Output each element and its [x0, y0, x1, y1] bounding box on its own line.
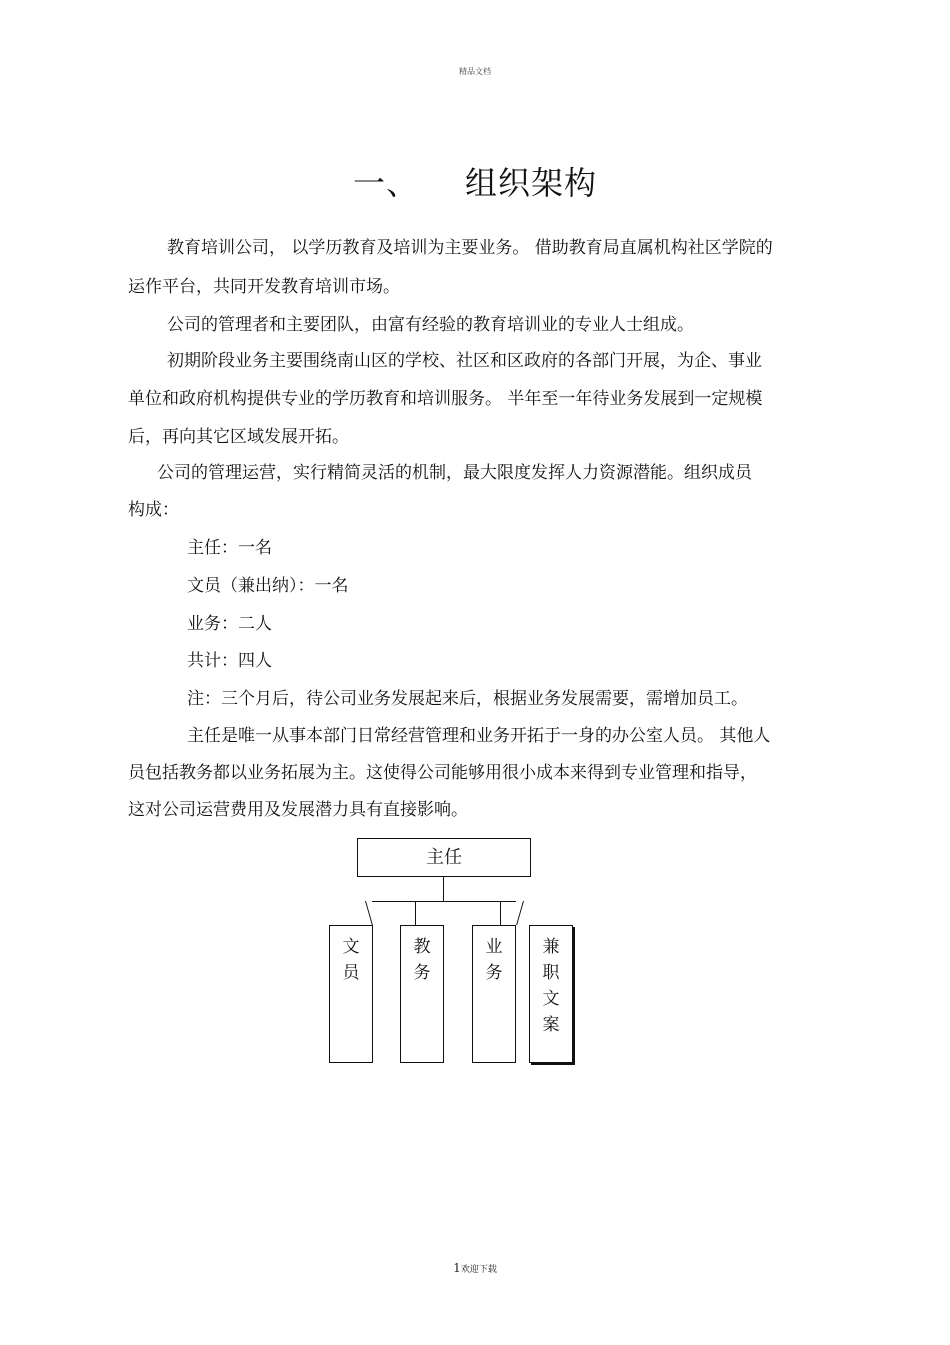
paragraph-2: 公司的管理者和主要团队，由富有经验的教育培训业的专业人士组成。 [167, 315, 694, 335]
org-node-copywriter-char-3: 文 [542, 989, 560, 1009]
paragraph-3-line-3: 后，再向其它区域发展开拓。 [128, 427, 349, 447]
org-connector-bar [372, 901, 516, 902]
member-total: 共计：四人 [187, 651, 272, 671]
page-footer [0, 1261, 950, 1275]
org-node-academic-char-2: 务 [413, 963, 431, 983]
member-director: 主任：一名 [187, 538, 272, 558]
footer-text: 欢迎下载 [460, 1265, 497, 1275]
org-connector-left [365, 901, 373, 925]
org-node-business-char-1: 业 [485, 937, 503, 957]
paragraph-4-line-2: 构成： [128, 500, 179, 520]
closing-line-1: 主任是唯一从事本部门日常经营管理和业务开拓于一身的办公室人员。 其他人 [187, 726, 771, 746]
org-connector-col2 [415, 901, 416, 925]
org-node-business-char-2: 务 [485, 963, 503, 983]
org-node-copywriter-char-1: 兼 [542, 937, 560, 957]
paragraph-3-line-2: 单位和政府机构提供专业的学历教育和培训服务。 半年至一年待业务发展到一定规模 [128, 389, 763, 409]
org-connector-right [516, 901, 524, 925]
closing-line-3: 这对公司运营费用及发展潜力具有直接影响。 [128, 800, 468, 820]
paragraph-3-line-1: 初期阶段业务主要围绕南山区的学校、社区和区政府的各部门开展，为企、事业 [167, 351, 762, 371]
section-number: 一、 [352, 164, 419, 202]
paragraph-4-line-1: 公司的管理运营，实行精简灵活的机制，最大限度发挥人力资源潜能。组织成员 [157, 463, 752, 483]
member-note: 注：三个月后，待公司业务发展起来后，根据业务发展需要，需增加员工。 [187, 689, 748, 709]
paragraph-1-line-1: 教育培训公司， 以学历教育及培训为主要业务。 借助教育局直属机构社区学院的 [167, 238, 773, 258]
org-node-clerk-char-1: 文 [342, 937, 360, 957]
org-node-copywriter [529, 925, 573, 1063]
org-node-director: 主任 [357, 838, 531, 877]
org-node-copywriter-char-2: 职 [542, 963, 560, 983]
org-connector-trunk [443, 877, 444, 902]
org-node-copywriter-char-4: 案 [542, 1015, 560, 1035]
member-clerk: 文员（兼出纳）：一名 [187, 576, 349, 596]
member-business: 业务：二人 [187, 614, 272, 634]
org-node-academic-char-1: 教 [413, 937, 431, 957]
org-node-clerk-char-2: 员 [342, 963, 360, 983]
section-title-text: 组织架构 [465, 164, 598, 202]
page-header: 精品文档 [459, 67, 491, 76]
org-node-clerk [329, 925, 373, 1063]
org-connector-col3 [500, 901, 501, 925]
section-title [0, 158, 950, 204]
closing-line-2: 员包括教务都以业务拓展为主。这使得公司能够用很小成本来得到专业管理和指导， [128, 763, 757, 783]
org-node-academic [400, 925, 444, 1063]
org-node-business [472, 925, 516, 1063]
page-number: 1 [453, 1261, 461, 1275]
paragraph-1-line-2: 运作平台，共同开发教育培训市场。 [128, 277, 400, 297]
